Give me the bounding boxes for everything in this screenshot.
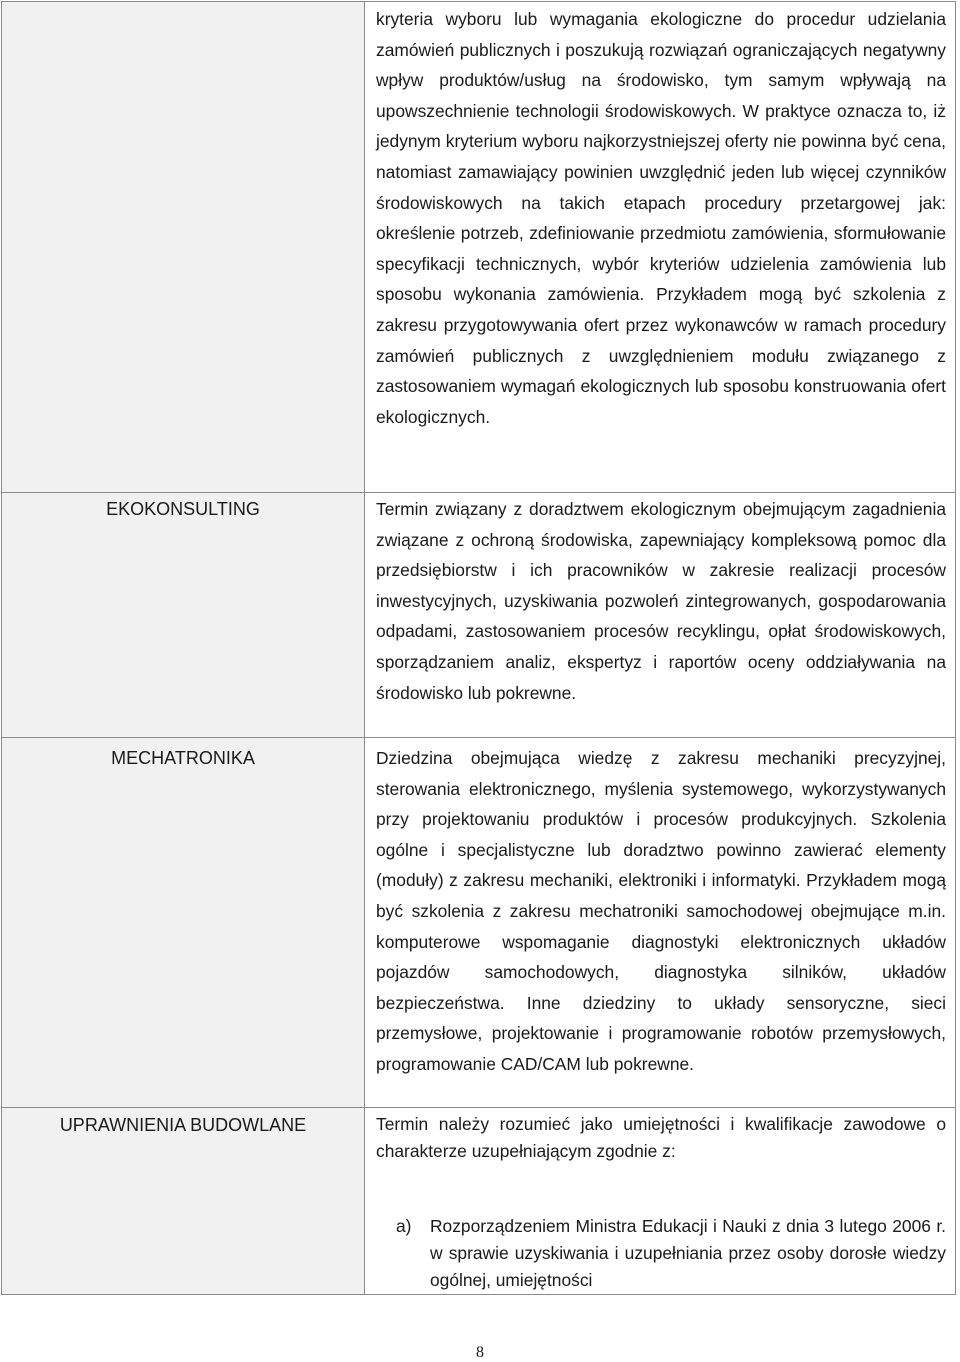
- definition-text: Dziedzina obejmująca wiedzę z zakresu mechaniki precyzyjnej, sterowania elektronicznego, myślenia systemowego, wykorzystywanych przy projektowaniu produktów i procesów produkcyjnych. Szkolenia ogólne i specjalistyczne lub doradztwo powinno zawierać elementy (moduły) z zakresu mechaniki, elektroniki i informatyki. Przykładem mogą być szkolenia z zakresu mechatroniki samochodowej obejmujące m.in. komputerowe wspomaganie diagnostyki elektronicznych układów pojazdów samochodowych, diagnostyka silników, układów bezpieczeństwa. Inne dziedziny to układy sensoryczne, sieci przemysłowe, projektowanie i programowanie robotów przemysłowych, programowanie CAD/CAM lub pokrewne.: [376, 748, 946, 1074]
- definition-text: Termin należy rozumieć jako umiejętności i kwalifikacje zawodowe o charakterze uzupełniającym zgodnie z:: [376, 1114, 946, 1161]
- definition-cell: [365, 2, 956, 493]
- table-row: [2, 1108, 956, 1295]
- list-marker: a): [396, 1216, 412, 1236]
- definition-text: Termin związany z doradztwem ekologicznym obejmującym zagadnienia związane z ochroną środowiska, zapewniający kompleksową pomoc dla przedsiębiorstw i ich pracowników w zakresie realizacji procesów inwestycyjnych, uzyskiwania pozwoleń zintegrowanych, gospodarowania odpadami, zastosowaniem procesów recyklingu, opłat środowiskowych, sporządzaniem analiz, ekspertyz i raportów oceny oddziaływania na środowisko lub pokrewne.: [376, 499, 946, 703]
- term-label: UPRAWNIENIA BUDOWLANE: [59, 1115, 307, 1135]
- legal-basis-list: [365, 1213, 955, 1294]
- definition-cell: [365, 1108, 956, 1295]
- list-item-text: Rozporządzeniem Ministra Edukacji i Nauki z dnia 3 lutego 2006 r. w sprawie uzyskiwania i uzupełniania przez osoby dorosłe wiedzy ogólnej, umiejętności: [430, 1216, 946, 1290]
- definition-text: kryteria wyboru lub wymagania ekologiczne do procedur udzielania zamówień publicznych i poszukują rozwiązań ograniczających negatywny wpływ produktów/usług na środowisko, tym samym wpływają na upowszechnienie technologii środowiskowych. W praktyce oznacza to, iż jedynym kryterium wyboru najkorzystniejszej oferty nie powinna być cena, natomiast zamawiający powinien uwzględnić jeden lub więcej czynników środowiskowych na takich etapach procedury przetargowej jak: określenie potrzeb, zdefiniowanie przedmiotu zamówienia, sformułowanie specyfikacji technicznych, wybór kryteriów udzielenia zamówienia lub sposobu wykonania zamówienia. Przykładem mogą być szkolenia z zakresu przygotowywania ofert przez wykonawców w ramach procedury zamówień publicznych z uwzględnieniem modułu związanego z zastosowaniem wymagań ekologicznych lub sposobu konstruowania ofert ekologicznych.: [376, 9, 946, 427]
- definition-cell: [365, 493, 956, 738]
- term-cell: [2, 2, 365, 493]
- term-cell: [2, 493, 365, 738]
- term-cell: [2, 1108, 365, 1295]
- table-row: [2, 2, 956, 493]
- glossary-table: [1, 1, 956, 1295]
- table-row: [2, 493, 956, 738]
- term-cell: [2, 738, 365, 1108]
- term-label: EKOKONSULTING: [106, 499, 260, 519]
- table-row: [2, 738, 956, 1108]
- definition-cell: [365, 738, 956, 1108]
- page-number: 8: [476, 1344, 484, 1361]
- list-item: [365, 1213, 946, 1294]
- term-label: MECHATRONIKA: [111, 748, 255, 768]
